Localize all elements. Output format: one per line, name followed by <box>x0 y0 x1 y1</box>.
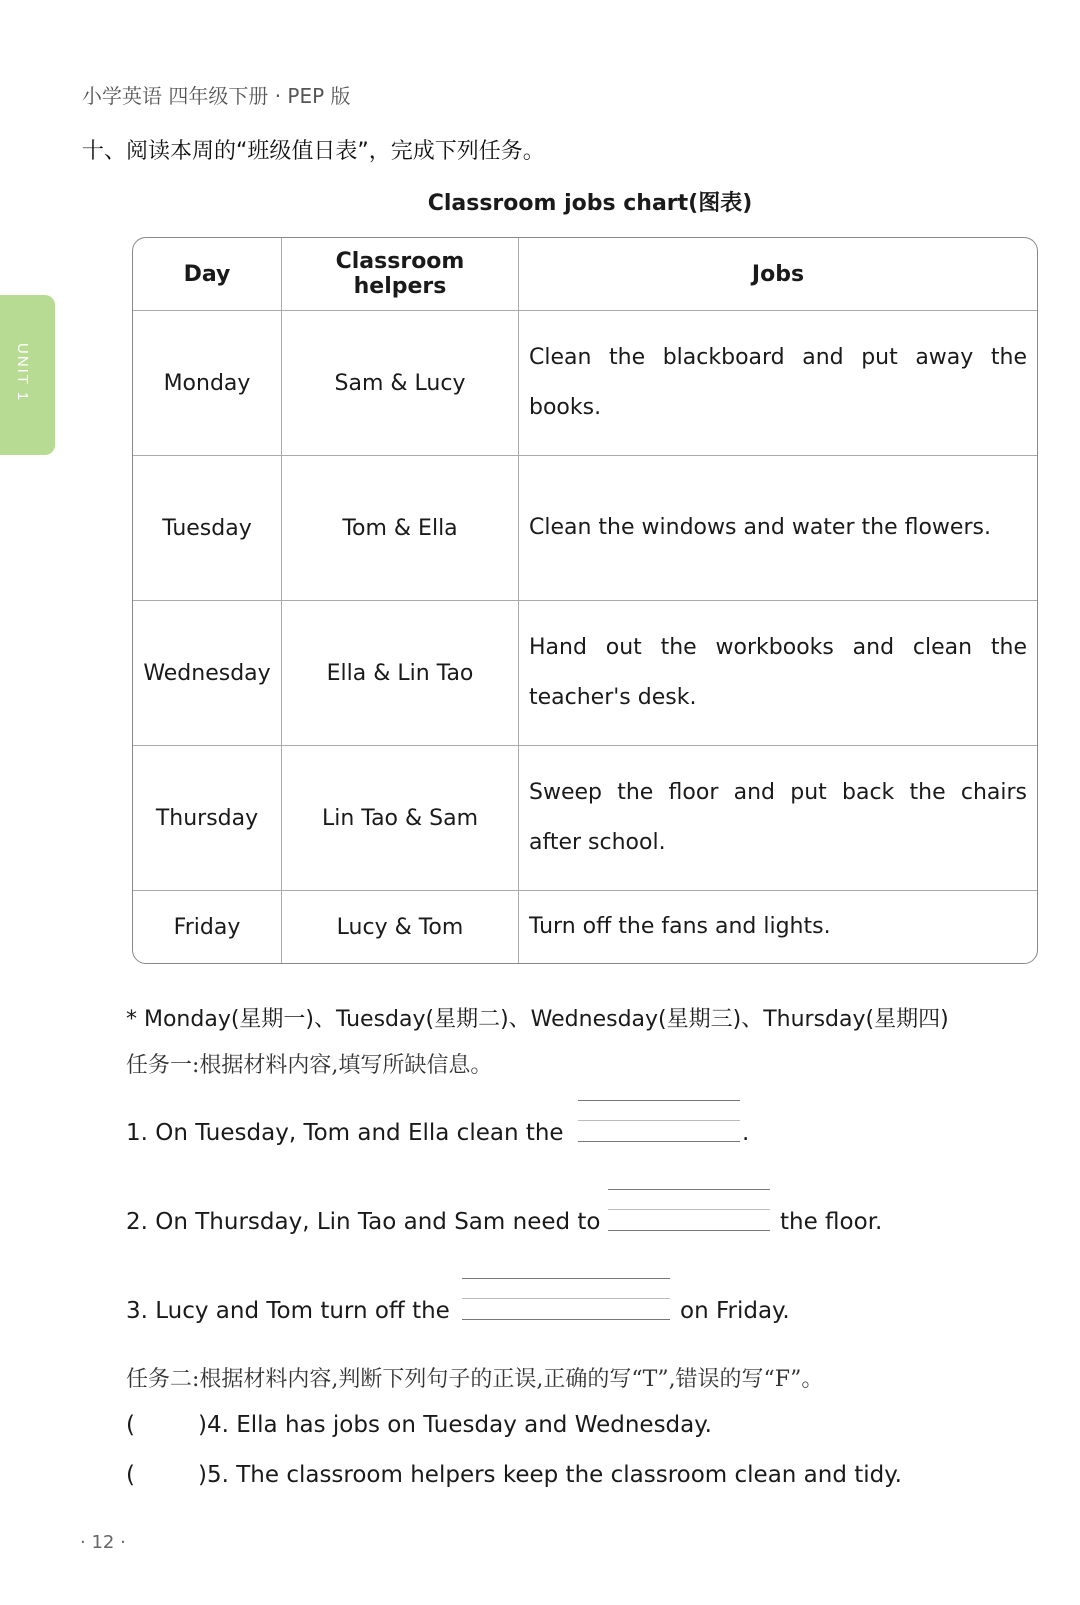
task1-title: 任务一:根据材料内容,填写所缺信息。 <box>126 1053 493 1078</box>
cell-job: Turn off the fans and lights. <box>529 914 831 939</box>
cell-day: Friday <box>133 891 282 963</box>
header-day: Day <box>133 238 282 311</box>
chart-title: Classroom jobs chart(图表) <box>427 191 753 216</box>
cell-helpers: Tom & Ella <box>282 456 519 601</box>
fill-item-2 <box>126 1209 601 1235</box>
table-header-row <box>133 238 1037 311</box>
table-row <box>133 601 1037 746</box>
cell-helpers: Lucy & Tom <box>282 891 519 963</box>
cell-day: Thursday <box>133 746 282 891</box>
table-row <box>133 746 1037 891</box>
answer-paren-5[interactable]: ( <box>126 1462 135 1488</box>
page-number: · 12 · <box>80 1532 126 1553</box>
fill-item-2-end: the floor. <box>780 1209 883 1235</box>
cell-job: Hand out the workbooks and clean the teacher's desk. <box>519 601 1037 746</box>
answer-blank-3[interactable] <box>462 1278 670 1320</box>
fill-item-3 <box>126 1298 450 1324</box>
page-header: 小学英语 四年级下册 · PEP 版 <box>82 84 351 108</box>
fill-item-1-text: 1. On Tuesday, Tom and Ella clean the <box>126 1120 564 1146</box>
table-row <box>133 311 1037 456</box>
fill-item-1 <box>126 1120 564 1146</box>
cell-helpers: Sam & Lucy <box>282 311 519 456</box>
header-helpers: Classroom helpers <box>282 238 519 311</box>
true-false-item-4 <box>126 1412 712 1438</box>
cell-day: Wednesday <box>133 601 282 746</box>
cell-job: Clean the blackboard and put away the books. <box>519 311 1037 456</box>
cell-helpers: Lin Tao & Sam <box>282 746 519 891</box>
unit-side-tab-label: UNIT 1 <box>14 343 31 403</box>
cell-day: Monday <box>133 311 282 456</box>
fill-item-3-text: 3. Lucy and Tom turn off the <box>126 1298 450 1324</box>
header-jobs: Jobs <box>519 238 1037 311</box>
table-row <box>133 891 1037 963</box>
fill-item-2-text: 2. On Thursday, Lin Tao and Sam need to <box>126 1209 601 1235</box>
cell-day: Tuesday <box>133 456 282 601</box>
cell-helpers: Ella & Lin Tao <box>282 601 519 746</box>
table-row <box>133 456 1037 601</box>
answer-blank-1[interactable] <box>578 1100 740 1142</box>
question-title: 十、阅读本周的“班级值日表”，完成下列任务。 <box>82 139 545 164</box>
fill-item-3-end: on Friday. <box>680 1298 790 1324</box>
fill-item-1-end: . <box>742 1120 750 1146</box>
classroom-jobs-table <box>132 237 1038 964</box>
task2-title: 任务二:根据材料内容,判断下列句子的正误,正确的写“T”,错误的写“F”。 <box>126 1367 824 1392</box>
true-false-item-5 <box>126 1462 902 1488</box>
cell-job: Clean the windows and water the flowers. <box>519 456 1037 601</box>
answer-blank-2[interactable] <box>608 1189 770 1231</box>
cell-job: Sweep the floor and put back the chairs after school. <box>519 746 1037 891</box>
unit-side-tab <box>0 295 55 455</box>
true-false-item-5-text: )5. The classroom helpers keep the classroom clean and tidy. <box>198 1462 902 1488</box>
true-false-item-4-text: )4. Ella has jobs on Tuesday and Wednesday. <box>198 1412 712 1438</box>
answer-paren-4[interactable]: ( <box>126 1412 135 1438</box>
weekday-note: * Monday(星期一)、Tuesday(星期二)、Wednesday(星期三)、Thursday(星期四) <box>126 1007 949 1032</box>
